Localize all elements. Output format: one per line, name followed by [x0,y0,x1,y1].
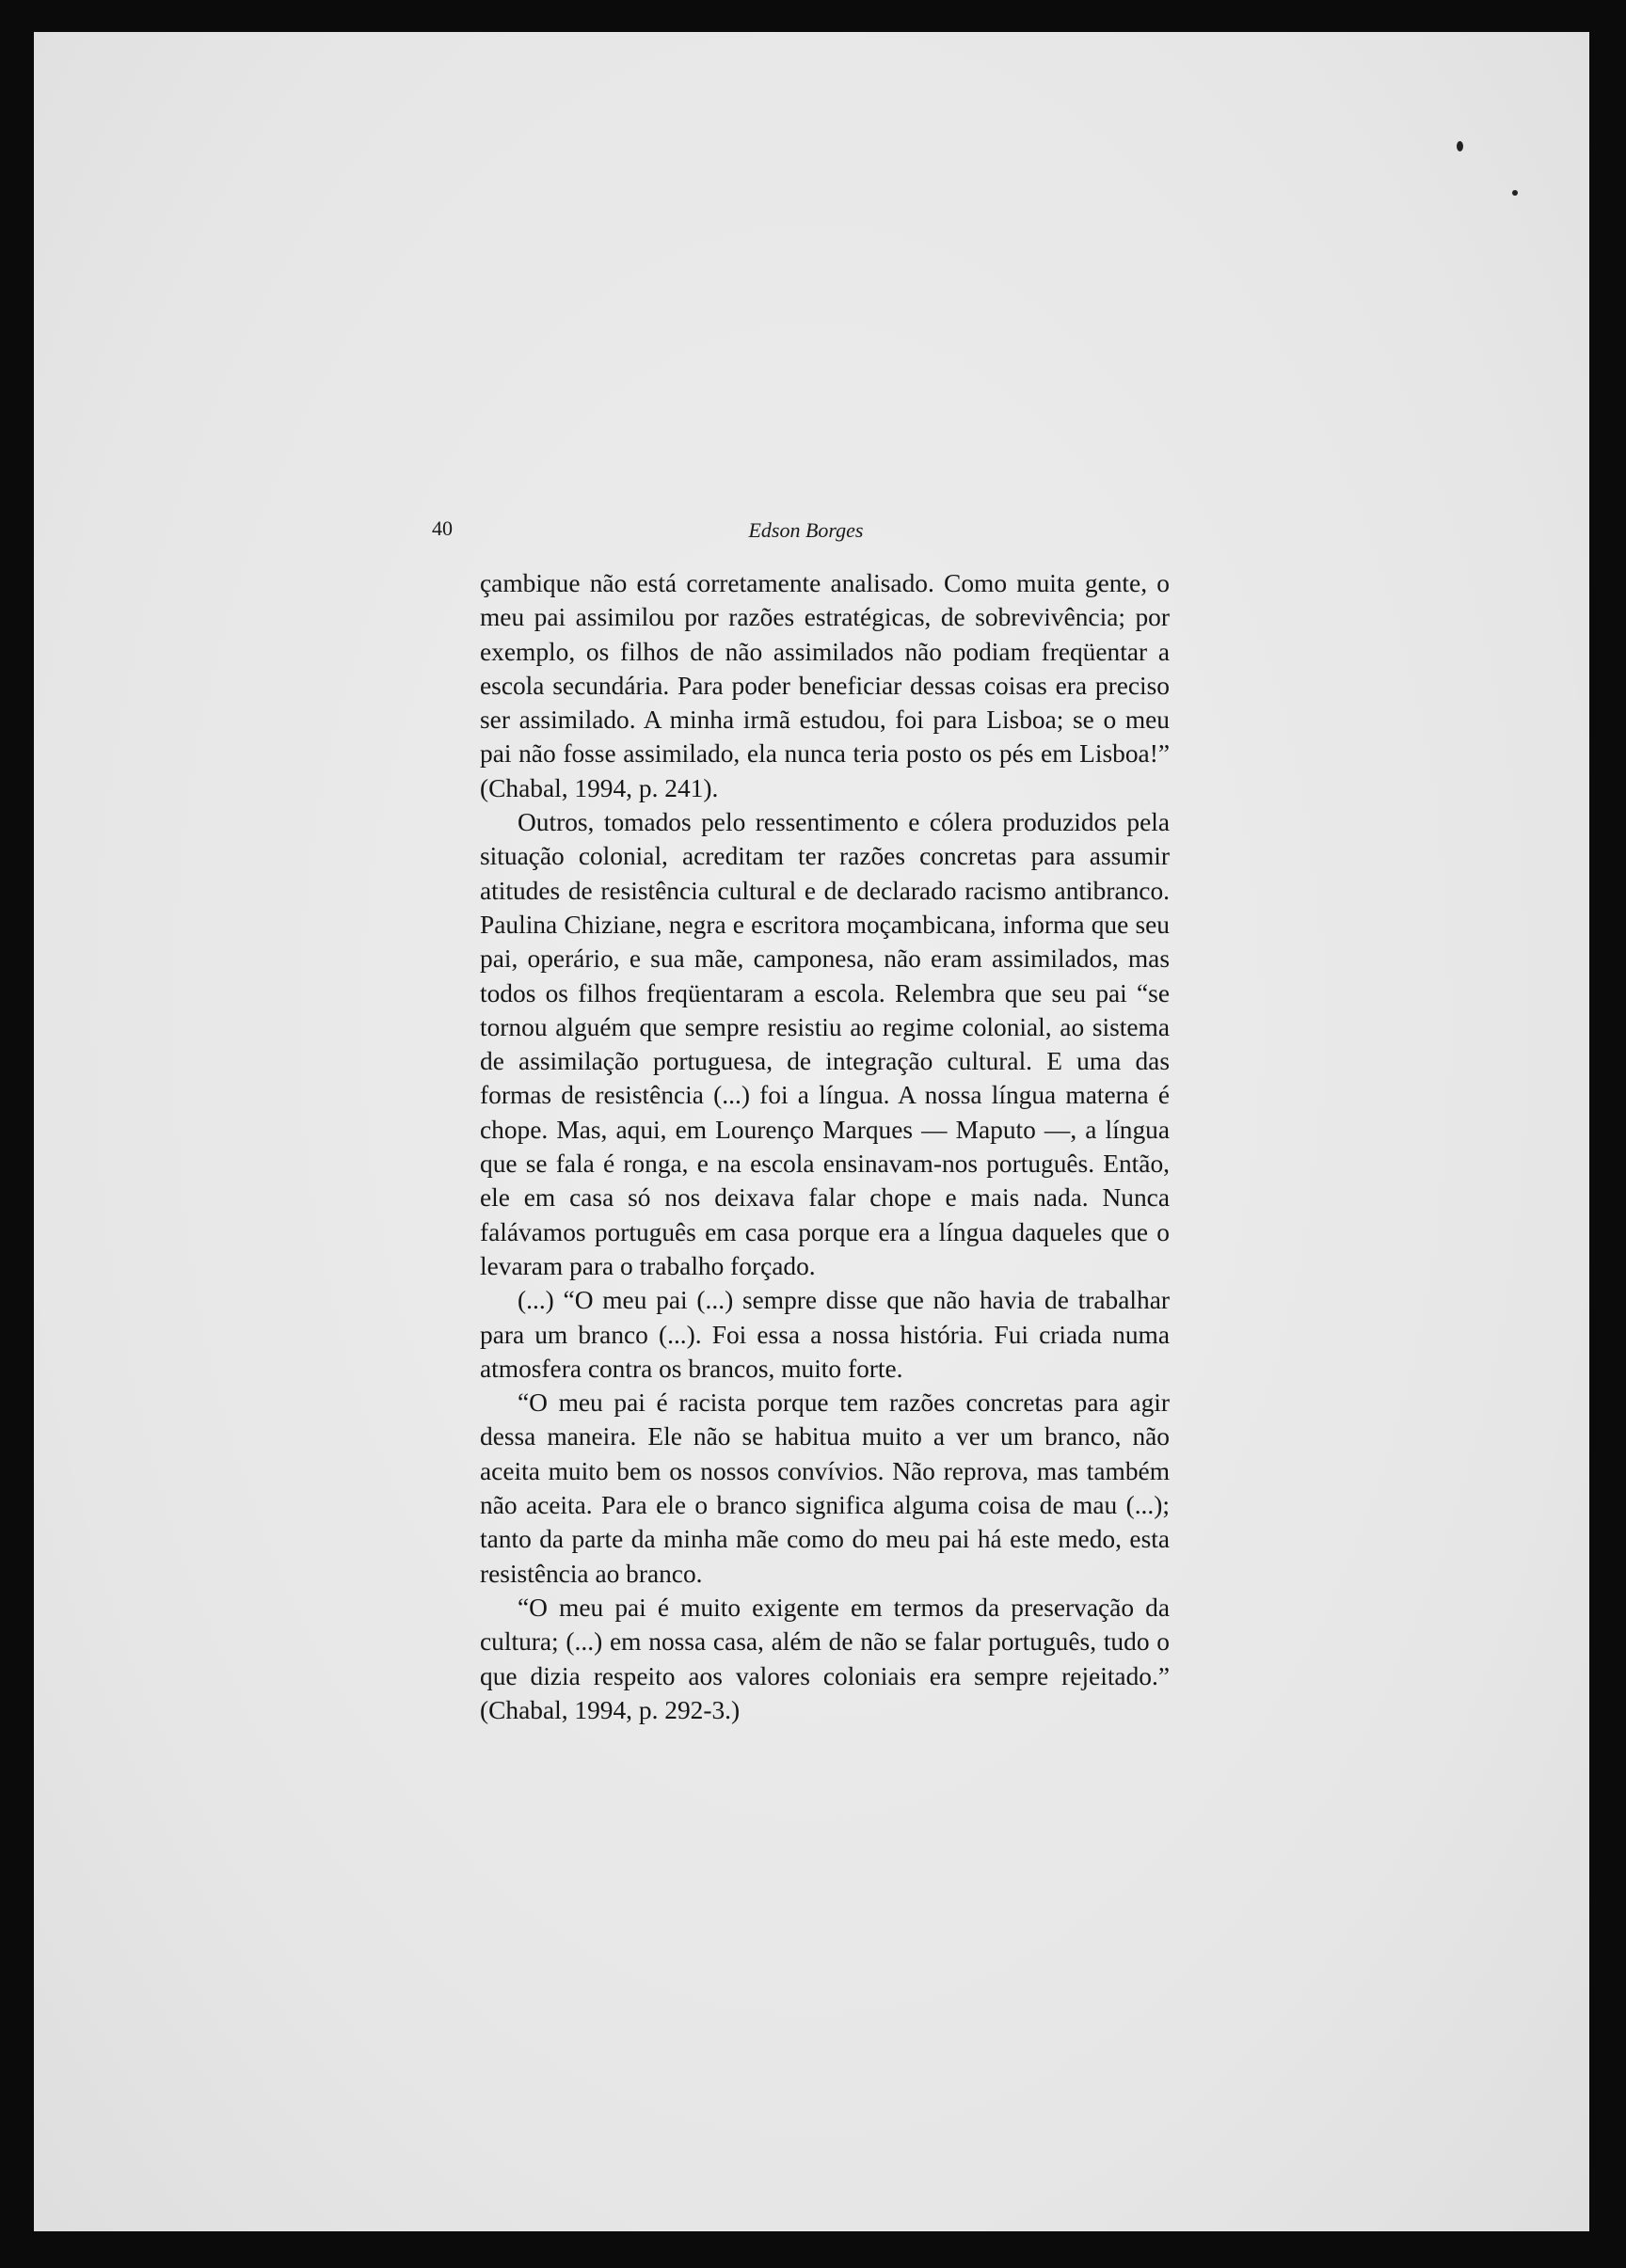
body-text [480,566,1170,1727]
page-header [432,516,1180,548]
paragraph: “O meu pai é muito exigente em termos da preservação da cultura; (...) em nossa casa, além de não se falar português, tudo o que dizia respeito aos valores coloniais era sempre rejeitado.” (Chabal, 1994, p. 292-3.) [480,1593,1170,1724]
paragraph: çambique não está corretamente analisado. Como muita gente, o meu pai assimilou por razões estratégicas, de sobrevivência; por exemplo, os filhos de não assimilados não podiam freqüentar a escola secundária. Para poder beneficiar dessas coisas era preciso ser assimilado. A minha irmã estudou, foi para Lisboa; se o meu pai não fosse assimilado, ela nunca teria posto os pés em Lisboa!” (Chabal, 1994, p. 241). [480,569,1170,802]
ink-speck [1512,190,1518,196]
paragraph: Outros, tomados pelo ressentimento e cólera produzidos pela situação colonial, acreditam ter razões concretas para assumir atitudes de resistência cultural e de declarado racismo antibranco. Paulina Chiziane, negra e escritora moçambicana, informa que seu pai, operário, e sua mãe, camponesa, não eram assimilados, mas todos os filhos freqüentaram a escola. Relembra que seu pai “se tornou alguém que sempre resistiu ao regime colonial, ao sistema de assimilação portuguesa, de integração cultural. E uma das formas de resistência (...) foi a língua. A nossa língua materna é chope. Mas, aqui, em Lourenço Marques — Maputo —, a língua que se fala é ronga, e na escola ensinavam-nos português. Então, ele em casa só nos deixava falar chope e mais nada. Nunca falávamos português em casa porque era a língua daqueles que o levaram para o trabalho forçado. [480,808,1170,1280]
paragraph: (...) “O meu pai (...) sempre disse que não havia de trabalhar para um branco (...). Foi essa a nossa história. Fui criada numa atmosfera contra os brancos, muito forte. [480,1286,1170,1383]
paragraph: “O meu pai é racista porque tem razões concretas para agir dessa maneira. Ele não se habitua muito a ver um branco, não aceita muito bem os nossos convívios. Não reprova, mas também não aceita. Para ele o branco significa alguma coisa de mau (...); tanto da parte da minha mãe como do meu pai há este medo, esta resistência ao branco. [480,1388,1170,1588]
ink-speck [1457,141,1463,151]
running-title: Edson Borges [748,518,864,542]
page-number: 40 [432,516,453,540]
